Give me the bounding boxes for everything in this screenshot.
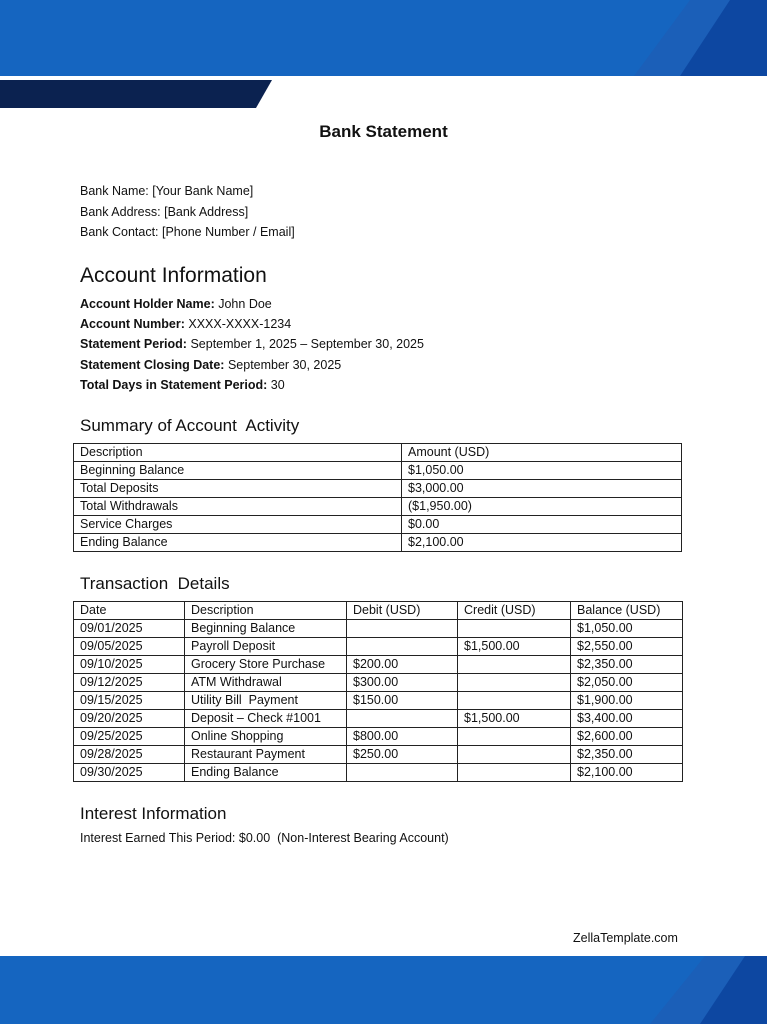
bank-contact-line: Bank Contact: [Phone Number / Email]: [80, 225, 295, 239]
table-cell: [458, 728, 571, 746]
table-cell: 09/10/2025: [74, 656, 185, 674]
table-cell: $3,400.00: [571, 710, 683, 728]
table-row: [74, 462, 682, 480]
table-cell: Total Deposits: [74, 480, 402, 498]
table-row: [74, 498, 682, 516]
column-header: Credit (USD): [458, 602, 571, 620]
table-cell: $250.00: [347, 746, 458, 764]
table-cell: $3,000.00: [402, 480, 682, 498]
table-cell: Beginning Balance: [185, 620, 347, 638]
table-cell: 09/12/2025: [74, 674, 185, 692]
column-header: Description: [74, 444, 402, 462]
column-header: Debit (USD): [347, 602, 458, 620]
column-header: Balance (USD): [571, 602, 683, 620]
table-cell: $2,100.00: [571, 764, 683, 782]
table-cell: Payroll Deposit: [185, 638, 347, 656]
bank-name-line: Bank Name: [Your Bank Name]: [80, 184, 254, 198]
table-cell: $2,550.00: [571, 638, 683, 656]
table-row: [74, 674, 683, 692]
transactions-table: [73, 601, 683, 782]
table-cell: $2,350.00: [571, 746, 683, 764]
interest-text: Interest Earned This Period: $0.00 (Non-Interest Bearing Account): [80, 831, 449, 845]
table-cell: 09/15/2025: [74, 692, 185, 710]
table-header-row: [74, 602, 683, 620]
table-cell: 09/30/2025: [74, 764, 185, 782]
table-cell: [458, 764, 571, 782]
table-row: [74, 692, 683, 710]
table-row: [74, 656, 683, 674]
table-cell: $800.00: [347, 728, 458, 746]
statement-period-line: Statement Period: September 1, 2025 – September 30, 2025: [80, 337, 424, 352]
footer-band: [0, 956, 767, 1024]
table-cell: [458, 746, 571, 764]
table-cell: 09/20/2025: [74, 710, 185, 728]
table-cell: $2,100.00: [402, 534, 682, 552]
table-cell: Service Charges: [74, 516, 402, 534]
table-cell: $1,900.00: [571, 692, 683, 710]
table-cell: Ending Balance: [185, 764, 347, 782]
table-cell: 09/01/2025: [74, 620, 185, 638]
account-info-heading: Account Information: [80, 264, 267, 287]
table-cell: 09/25/2025: [74, 728, 185, 746]
table-row: [74, 728, 683, 746]
table-cell: 09/28/2025: [74, 746, 185, 764]
table-cell: $150.00: [347, 692, 458, 710]
table-cell: $2,050.00: [571, 674, 683, 692]
interest-heading: Interest Information: [80, 804, 227, 823]
column-header: Date: [74, 602, 185, 620]
document-title: Bank Statement: [319, 122, 448, 141]
bank-address-line: Bank Address: [Bank Address]: [80, 204, 249, 219]
table-row: [74, 638, 683, 656]
column-header: Amount (USD): [402, 444, 682, 462]
account-number-line: Account Number: XXXX-XXXX-1234: [80, 317, 292, 332]
table-cell: 09/05/2025: [74, 638, 185, 656]
column-header: Description: [185, 602, 347, 620]
table-cell: [458, 656, 571, 674]
table-cell: $300.00: [347, 674, 458, 692]
transactions-heading: Transaction Details: [80, 574, 230, 593]
table-cell: [347, 620, 458, 638]
table-cell: [458, 620, 571, 638]
table-row: [74, 764, 683, 782]
table-cell: Deposit – Check #1001: [185, 710, 347, 728]
table-cell: Restaurant Payment: [185, 746, 347, 764]
table-cell: ($1,950.00): [402, 498, 682, 516]
table-cell: $2,350.00: [571, 656, 683, 674]
bank-info: [80, 181, 295, 243]
table-cell: Grocery Store Purchase: [185, 656, 347, 674]
table-cell: $1,500.00: [458, 710, 571, 728]
table-cell: [458, 692, 571, 710]
table-row: [74, 746, 683, 764]
table-cell: $1,500.00: [458, 638, 571, 656]
header-stripe: [0, 80, 272, 108]
table-cell: $1,050.00: [402, 462, 682, 480]
table-cell: Beginning Balance: [74, 462, 402, 480]
header-band: [0, 0, 767, 76]
table-cell: Total Withdrawals: [74, 498, 402, 516]
table-cell: $200.00: [347, 656, 458, 674]
summary-table: [73, 443, 682, 552]
table-row: [74, 516, 682, 534]
table-row: [74, 620, 683, 638]
table-cell: ATM Withdrawal: [185, 674, 347, 692]
account-info: [80, 294, 424, 395]
closing-date-line: Statement Closing Date: September 30, 2025: [80, 357, 342, 372]
table-cell: [347, 764, 458, 782]
table-cell: [347, 710, 458, 728]
table-cell: Ending Balance: [74, 534, 402, 552]
table-row: [74, 710, 683, 728]
transactions-body: [74, 620, 683, 782]
table-cell: $0.00: [402, 516, 682, 534]
holder-line: Account Holder Name: John Doe: [80, 297, 272, 311]
table-header-row: [74, 444, 682, 462]
table-cell: [347, 638, 458, 656]
summary-heading: Summary of Account Activity: [80, 416, 300, 435]
table-row: [74, 480, 682, 498]
table-cell: $2,600.00: [571, 728, 683, 746]
total-days-line: Total Days in Statement Period: 30: [80, 377, 285, 392]
table-cell: Utility Bill Payment: [185, 692, 347, 710]
table-cell: $1,050.00: [571, 620, 683, 638]
footer-site: ZellaTemplate.com: [573, 931, 678, 945]
table-cell: [458, 674, 571, 692]
table-row: [74, 534, 682, 552]
table-cell: Online Shopping: [185, 728, 347, 746]
